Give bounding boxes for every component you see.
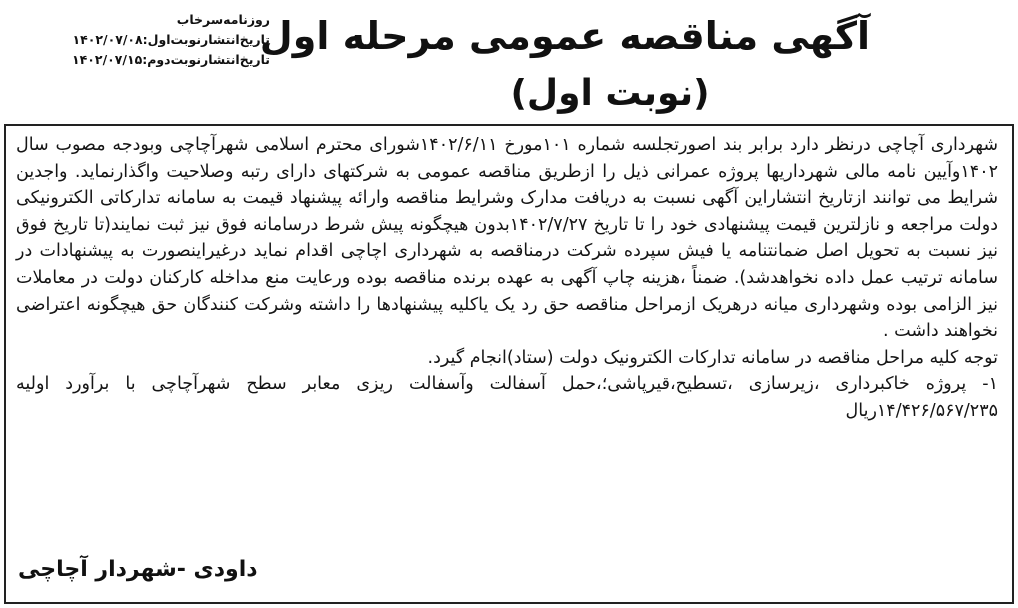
notice-round-subtitle: (نوبت اول) — [510, 73, 710, 114]
main-paragraph: شهرداری آچاچی درنظر دارد برابر بند اصورتجلسه شماره ۱۰۱مورخ ۱۴۰۲/۶/۱۱شورای محترم اسلامی شهرآچاچی وبودجه مصوب سال ۱۴۰۲وآیین نامه مالی شهرداریها پروژه عمرانی ذیل را ازطریق مناقصه عمومی به شرکتهای دارای رتبه وصلاحیت واگذارنماید. واجدین شرایط می توانند ازتاریخ انتشاراین آگهی نسبت به دریافت مدارک وشرایط مناقصه وارائه پیشنهاد قیمت به سامانه تدارکاتی الکترونیکی دولت مراجعه و نازلترین قیمت پیشنهادی خود را تا تاریخ ۱۴۰۲/۷/۲۷بدون هیچگونه پیش شرط درسامانه فوق نیز ثبت نمایند(تا تاریخ فوق نیز نسبت به تحویل اصل ضمانتنامه یا فیش سپرده شرکت درمناقصه به شهرداری اچاچی اقدام نماید درغیراینصورت به پیشنهادات در سامانه ترتیب عمل داده نخواهدشد). ضمناً ،هزینه چاپ آگهی به عهده برنده مناقصه بوده ورعایت منع مداخله کارکنان دولت در معاملات نیز الزامی بوده وشهرداری میانه درهریک ازمراحل مناقصه حق رد یک یاکلیه پیشنهادها را داشته وشرکت کنندگان حق هیچگونه اعتراضی نخواهند داشت . — [16, 135, 999, 342]
first-publish-date: تاریخ‌انتشارنوبت‌اول:۱۴۰۲/۰۷/۰۸ — [72, 32, 270, 47]
second-publish-date: تاریخ‌انتشارنوبت‌دوم:۱۴۰۲/۰۷/۱۵ — [72, 52, 270, 67]
publication-info — [20, 10, 270, 70]
mayor-signature: داودی -شهردار آچاچی — [18, 557, 258, 582]
newspaper-name: روزنامه‌سرخاب — [176, 12, 270, 27]
project-item-1: ۱- پروژه خاکبرداری ،زیرسازی ،تسطیح،قیرپاشی؛،حمل آسفالت وآسفالت ریزی معابر سطح شهرآچاچی با برآورد اولیه ۱۴/۴۲۶/۵۶۷/۲۳۵ریال — [16, 374, 998, 421]
notice-body-text — [16, 132, 998, 425]
notice-body-box — [4, 124, 1014, 604]
notice-header — [0, 0, 1018, 125]
note-paragraph: توجه کلیه مراحل مناقصه در سامانه تدارکات الکترونیک دولت (ستاد)انجام گیرد. — [427, 347, 998, 368]
notice-title: آگهی مناقصه عمومی مرحله اول — [259, 14, 870, 58]
